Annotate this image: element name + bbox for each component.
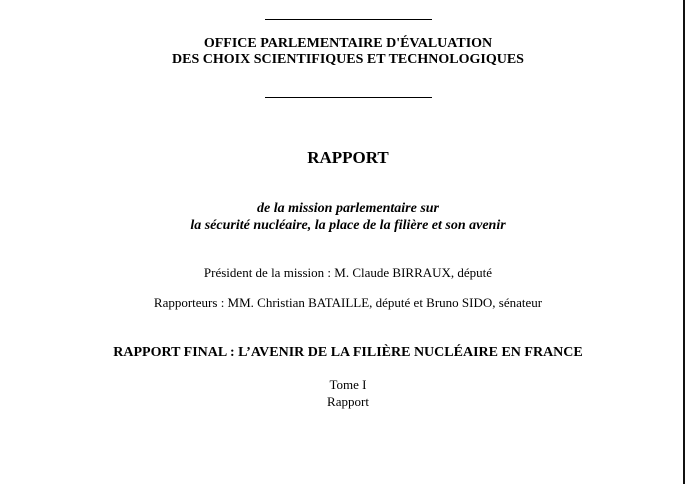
mission-president: Président de la mission : M. Claude BIRRAUX, député bbox=[203, 265, 493, 280]
office-name-line1: OFFICE PARLEMENTAIRE D'ÉVALUATION bbox=[203, 36, 493, 51]
office-name-line2: DES CHOIX SCIENTIFIQUES ET TECHNOLOGIQUES bbox=[172, 52, 524, 67]
page-right-edge bbox=[683, 0, 685, 484]
subtitle-line2: la sécurité nucléaire, la place de la filière et son avenir bbox=[190, 218, 506, 233]
volume-number: Tome I bbox=[329, 377, 367, 392]
final-report-title: RAPPORT FINAL : L’AVENIR DE LA FILIÈRE NUCLÉAIRE EN FRANCE bbox=[113, 345, 583, 360]
volume-label: Rapport bbox=[327, 394, 369, 409]
rapporteurs: Rapporteurs : MM. Christian BATAILLE, député et Bruno SIDO, sénateur bbox=[153, 295, 543, 310]
top-divider bbox=[265, 19, 432, 20]
report-title: RAPPORT bbox=[307, 148, 389, 167]
bottom-divider bbox=[265, 97, 432, 98]
subtitle-line1: de la mission parlementaire sur bbox=[256, 201, 440, 216]
